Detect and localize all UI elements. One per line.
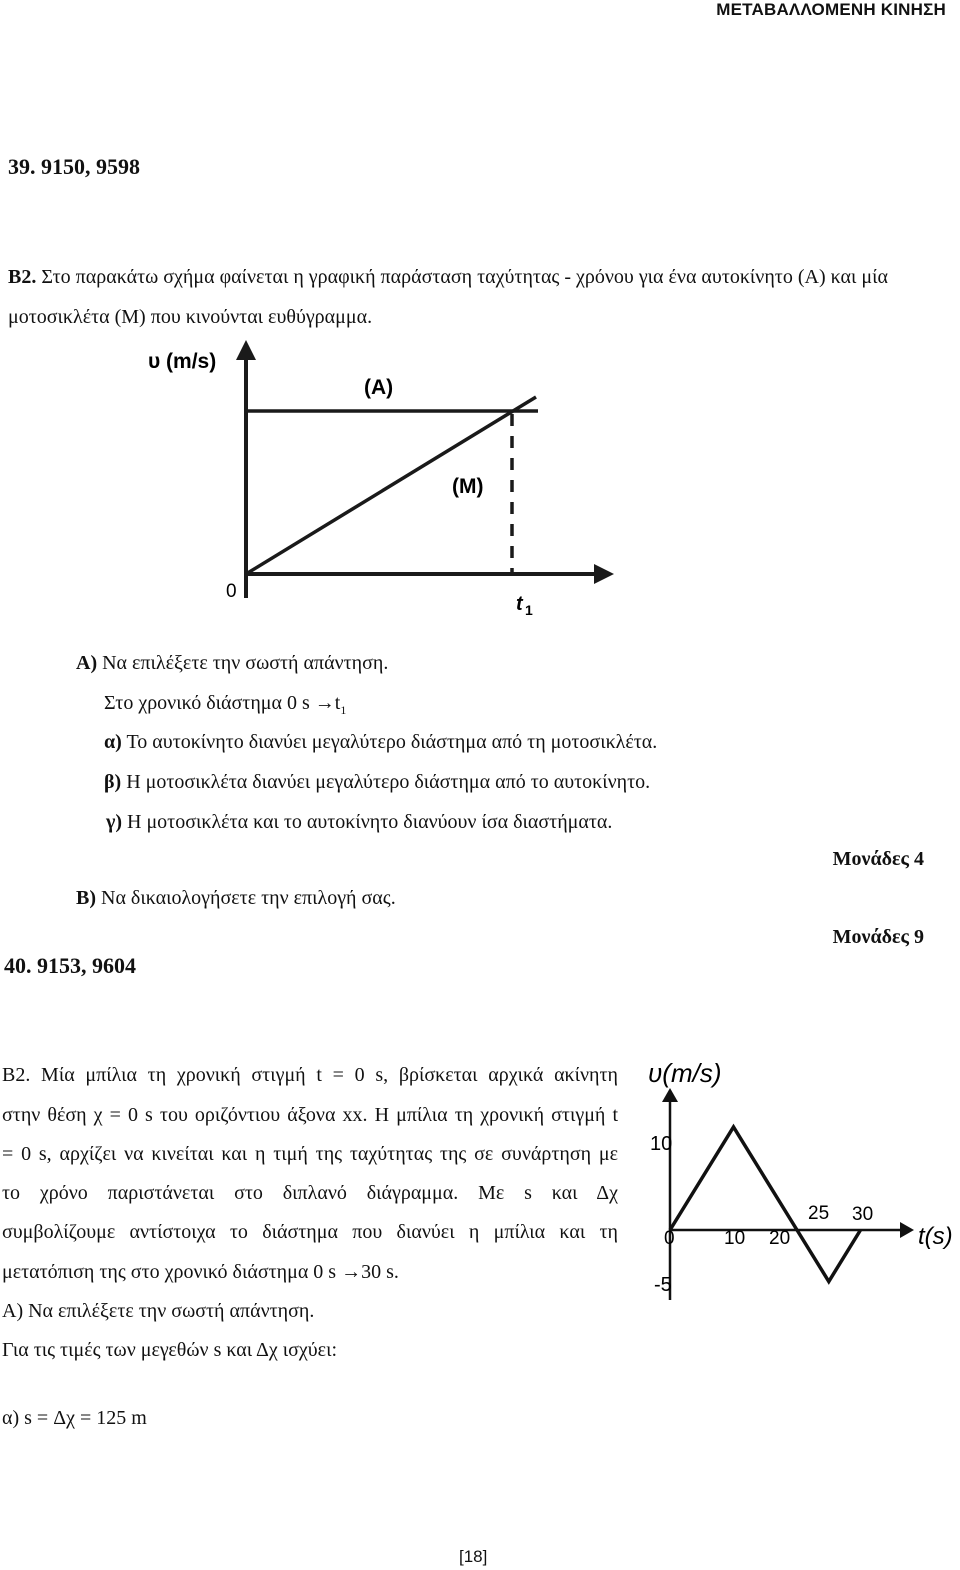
graph1-x-arrow: [594, 564, 614, 584]
q39-option-c: [106, 811, 612, 834]
graph2-x-tick-0: 0: [664, 1228, 675, 1249]
q39-interval-end: t: [334, 692, 341, 714]
graph2-tick-30: 30: [852, 1204, 874, 1225]
question-number-39: 39. 9150, 9598: [8, 154, 140, 179]
graph1-t1-subscript: 1: [525, 602, 533, 618]
q39-intro-text-1: Στο παρακάτω σχήμα φαίνεται η γραφική παράσταση ταχύτητας - χρόνου για ένα αυτοκίνητο (Α) και μία: [36, 266, 888, 288]
q40-line-5: συμβολίζουμε αντίστοιχα το διάστημα που διανύει η μπίλια και τη: [2, 1221, 618, 1243]
q39-part-b-label: Β): [76, 887, 96, 909]
q40-line-1: Β2. Μία μπίλια τη χρονική στιγμή t = 0 s, βρίσκεται αρχικά ακίνητη: [2, 1064, 618, 1086]
q39-interval-subscript: 1: [340, 703, 347, 717]
q39-option-b-label: β): [104, 771, 122, 793]
graph2-tick-25: 25: [808, 1203, 830, 1224]
page-number: [18]: [459, 1547, 488, 1566]
graph2-x-arrow: [900, 1222, 914, 1238]
q39-option-a-text: Το αυτοκίνητο διανύει μεγαλύτερο διάστημα από τη μοτοσικλέτα.: [121, 731, 658, 753]
q39-intro-line-1: [8, 266, 888, 289]
graph2-y-arrow: [662, 1088, 678, 1102]
q39-interval: [104, 692, 346, 718]
q39-part-b-text: Να δικαιολογήσετε την επιλογή σας.: [96, 887, 396, 909]
graph1-y-label: υ (m/s): [148, 350, 217, 373]
q39-option-b-text: Η μοτοσικλέτα διανύει μεγαλύτερο διάστημα από το αυτοκίνητο.: [121, 771, 651, 793]
q39-option-c-text: Η μοτοσικλέτα και το αυτοκίνητο διανύουν ίσα διαστήματα.: [122, 811, 613, 833]
velocity-polyline: [670, 1127, 861, 1282]
q39-option-b: [104, 771, 650, 794]
velocity-time-graph-1: [140, 335, 620, 630]
q39-option-c-label: γ): [106, 811, 123, 833]
series-m-label: (Μ): [452, 475, 484, 498]
q39-part-b: [76, 887, 396, 910]
graph1-y-arrow: [236, 340, 256, 360]
graph2-x-tick-20: 20: [769, 1228, 791, 1249]
q40-option-a: α) s = Δχ = 125 m: [2, 1407, 147, 1429]
graph1-origin-label: 0: [226, 581, 237, 602]
q39-interval-text: Στο χρονικό διάστημα 0 s: [104, 692, 315, 714]
q39-units-a: Μονάδες 4: [832, 848, 924, 870]
graph2-x-label: t(s): [918, 1223, 953, 1250]
q40-part-a: Α) Να επιλέξετε την σωστή απάντηση.: [2, 1300, 315, 1322]
q39-part-a-text: Να επιλέξετε την σωστή απάντηση.: [97, 652, 389, 674]
series-a-label: (Α): [364, 376, 394, 399]
running-header: ΜΕΤΑΒΑΛΛΟΜΕΝΗ ΚΙΝΗΣΗ: [716, 0, 946, 19]
q39-option-a-label: α): [104, 731, 122, 753]
q40-line-6: μετατόπιση της στο χρονικό διάστημα 0 s →30 s.: [2, 1261, 399, 1283]
graph2-x-tick-10: 10: [724, 1228, 746, 1249]
q39-part-a-label: Α): [76, 652, 98, 674]
q40-line-4: το χρόνο παριστάνεται στο διπλανό διάγραμμα. Με s και Δχ: [2, 1182, 618, 1204]
question-number-40: 40. 9153, 9604: [4, 953, 136, 978]
graph1-t1-label: t: [516, 593, 523, 615]
q39-part-a: [76, 652, 388, 675]
velocity-time-graph-2: [638, 1044, 960, 1306]
arrow-icon: →: [314, 692, 335, 714]
q40-line-2: στην θέση χ = 0 s του οριζόντιου άξονα xx. Η μπίλια τη χρονική στιγμή t: [2, 1104, 618, 1126]
q39-intro-line-2: μοτοσικλέτα (Μ) που κινούνται ευθύγραμμα.: [8, 306, 373, 328]
graph2-y-tick-minus5: -5: [654, 1274, 672, 1296]
graph2-y-label: υ(m/s): [648, 1058, 722, 1088]
q40-prompt: Για τις τιμές των μεγεθών s και Δχ ισχύει:: [2, 1339, 338, 1361]
q39-units-b: Μονάδες 9: [832, 926, 924, 948]
q39-label: Β2.: [8, 266, 37, 288]
q40-line-3: = 0 s, αρχίζει να κινείται και η τιμή της ταχύτητας της σε συνάρτηση με: [2, 1143, 618, 1165]
series-m-line: [246, 397, 536, 574]
q39-option-a: [104, 731, 657, 754]
graph2-y-tick-10: 10: [650, 1133, 673, 1155]
